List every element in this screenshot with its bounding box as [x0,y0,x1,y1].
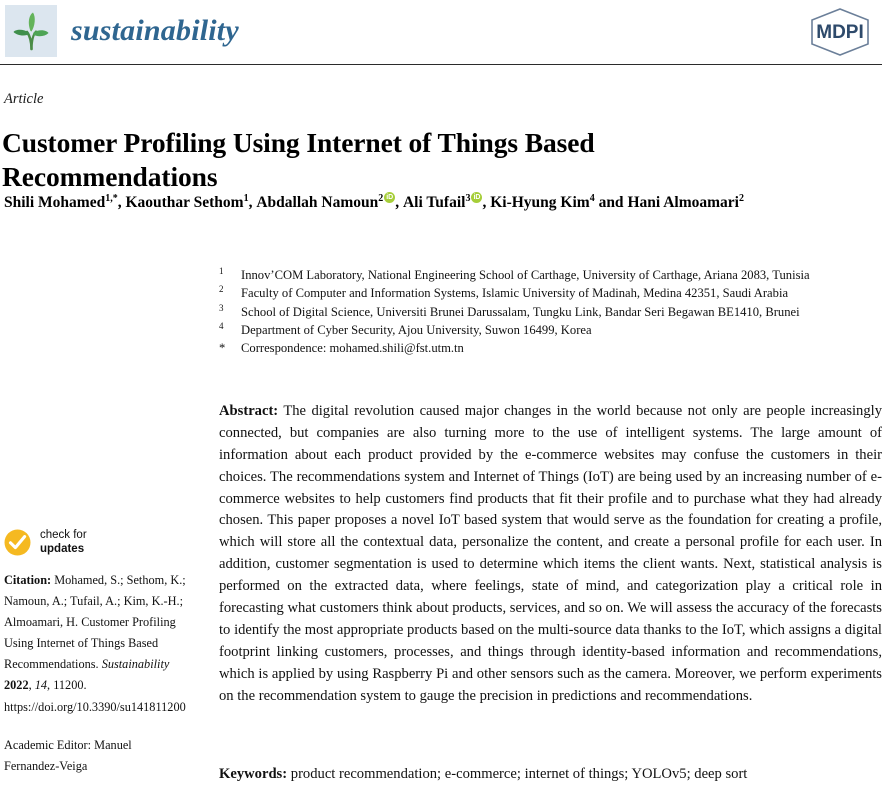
author-affiliation-mark: 3 [465,192,471,204]
seedling-leaf-icon [5,5,57,57]
article-type-label: Article [4,91,44,107]
affiliation-item [219,284,882,302]
academic-editor-name-cont: Fernandez-Veiga [4,758,88,773]
affiliation-text: Innov’COM Laboratory, National Engineering School of Carthage, University of Carthage, Ariana 2083, Tunisia [241,268,810,282]
abstract-section [219,401,882,707]
author-affiliation-mark: 1 [243,192,249,204]
keywords-label: Keywords: [219,766,288,782]
check-circle-icon [4,529,31,556]
affiliation-mark: 2 [219,284,224,295]
affiliation-mark: 4 [219,320,224,331]
citation-title: Customer Profiling Using Internet of Things Based Recommendations. [4,615,176,672]
author-list: Shili Mohamed$^{1,*}$, Kaouthar Sethom$^1$, Abdallah Namoun$^2$ iD , Ali Tufail$^3$ iD , Ki-Hyung Kim$^4$ and Hani Almoamari$^2$ [4,192,744,211]
author-name: Hani Almoamari [627,194,739,211]
affiliation-item [219,266,882,284]
affiliation-text: School of Digital Science, Universiti Brunei Darussalam, Tungku Link, Bandar Seri Begawan BE1410, Brunei [241,304,800,319]
author-name: Abdallah Namoun [256,194,379,211]
citation-year: 2022 [4,678,29,693]
mdpi-logo-text: MDPI [816,22,864,43]
citation-journal: Sustainability [101,657,170,672]
cfu-line-1: check for [40,529,87,541]
cfu-line-2: updates [40,543,85,556]
keywords-text: product recommendation; e-commerce; internet of things; YOLOv5; deep sort [290,766,748,782]
citation-article-number: 11200. [53,678,87,693]
affiliation-text: Department of Cyber Security, Ajou University, Suwon 16499, Korea [241,322,592,337]
affiliation-item [219,303,882,321]
citation-doi-line-2[interactable]: 10.3390/su141811200 [76,699,186,714]
correspondence-text[interactable]: Correspondence: mohamed.shili@fst.utm.tn [241,341,464,355]
author-affiliation-mark: 1,* [105,192,118,204]
journal-title: sustainability [71,14,239,47]
affiliation-item [219,321,882,339]
author-name: Kaouthar Sethom [125,194,244,211]
affiliation-mark: 1 [219,266,224,276]
check-for-updates-label [40,528,87,557]
citation-block: Citation: Mohamed, S.; Sethom, K.; Namoun, A.; Tufail, A.; Kim, K.-H.; Almoamari, H. Customer Profiling Using Internet of Things Based Recommendations. Sustainability 2022, 14, 11200. https://doi.org/10.3390/su141811200 [4,572,186,714]
journal-brand[interactable] [5,5,239,57]
masthead-divider [0,64,882,65]
academic-editor-label: Academic Editor: [4,737,92,752]
author-affiliation-mark: 2 [738,192,744,204]
orcid-icon[interactable]: iD [473,194,481,201]
author-name: Ki-Hyung Kim [490,194,590,211]
check-for-updates-badge[interactable] [4,528,189,557]
affiliation-list [219,266,882,357]
orcid-icon[interactable]: iD [386,194,394,201]
sidebar [4,528,189,777]
citation-volume: 14 [34,678,48,693]
citation-doi-line-1[interactable]: https://doi.org/ [4,699,77,714]
correspondence-mark: * [219,341,226,355]
affiliation-mark: 3 [219,302,224,313]
author-affiliation-mark: 4 [589,192,595,204]
keywords-section [219,764,882,786]
author-affiliation-mark: 2 [378,192,384,204]
academic-editor-name: Manuel [94,737,132,752]
abstract-text: The digital revolution caused major changes in the world because not only are people increasingly connected, but companies are also turning more to the use of intelligent systems. The large amount of information about each product provided by the e-commerce websites may confuse the customers in their choices. The recommendations system and Internet of Things (IoT) are being used by an increasing number of e-commerce websites to help customers find products that fit their profile and to purchase what they had already chosen. This paper proposes a novel IoT based system that would serve as the foundation for creating a profile, which will store all the contextual data, personalize the content, and create a personal profile for each user. In addition, customer segmentation is used to determine which items the client wants. Next, statistical analysis is performed on the extracted data, where feelings, state of mind, and categorization play a critical role in forecasting what customers think about products, services, and so on. We will assess the accuracy of the forecasts to identify the most appropriate products based on the multi-source data thanks to the IoT, which assigns a digital footprint linking customers, processes, and things through identity-based information and recommendations, which is applied by using Raspberry Pi and other sensors such as the camera. Moreover, we perform experiments on the recommendation system to gauge the precision in predictions and recommendations. [219,403,882,704]
abstract-label: Abstract: [219,403,279,419]
citation-label: Citation: [4,572,52,587]
affiliation-text: Faculty of Computer and Information Systems, Islamic University of Madinah, Medina 42351, Saudi Arabia [241,286,789,301]
correspondence-item [219,339,882,357]
page-title: Customer Profiling Using Internet of Things Based Recommendations [2,127,595,192]
masthead [0,0,882,66]
academic-editor-block [4,735,189,777]
author-name: Ali Tufail [402,194,466,211]
mdpi-logo[interactable] [804,6,876,58]
author-name: Shili Mohamed [4,194,106,211]
citation-authors: Mohamed, S.; Sethom, K.; Namoun, A.; Tufail, A.; Kim, K.-H.; Almoamari, H. [4,572,186,630]
